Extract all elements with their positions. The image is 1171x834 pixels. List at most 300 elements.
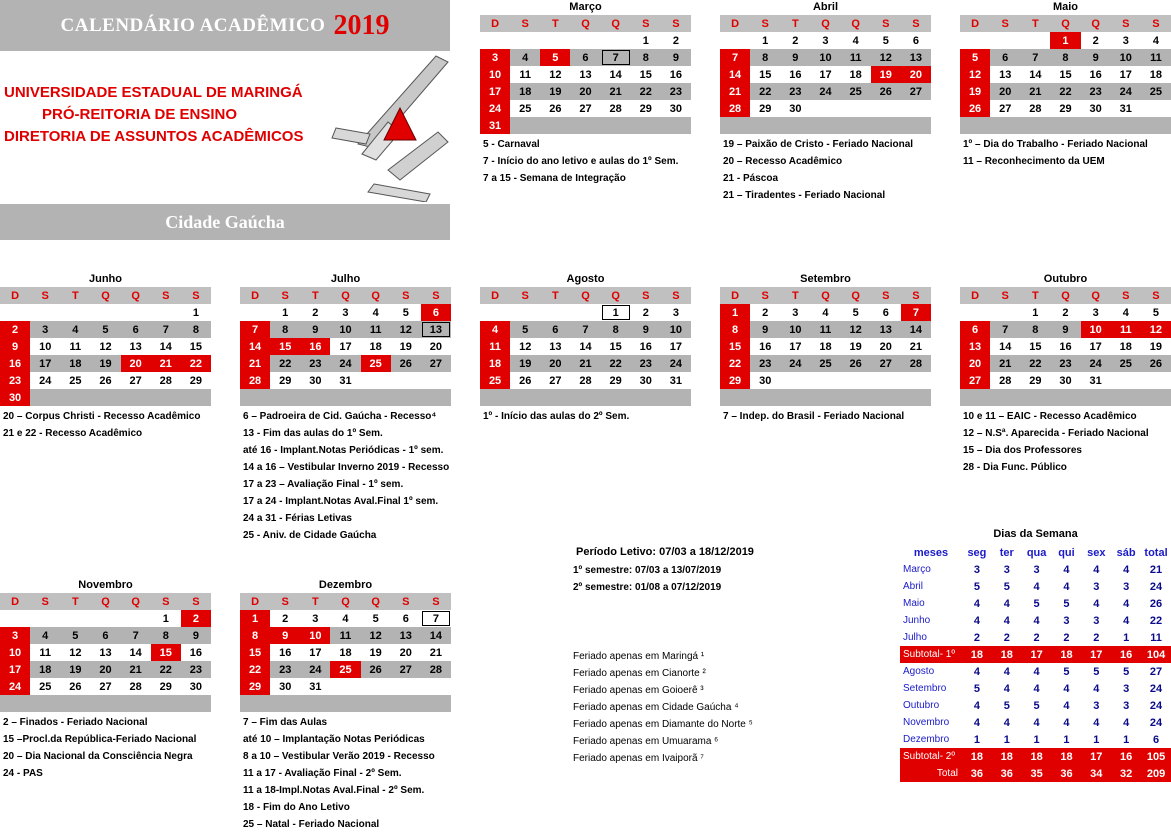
day-cell: 3 <box>792 306 799 319</box>
weekday-letter: Q <box>810 287 840 304</box>
day-cell: 20 <box>90 661 120 678</box>
day-cell <box>300 389 330 406</box>
note-item: 7 – Fim das Aulas <box>243 717 328 728</box>
note-item: 15 –Procl.da República-Feriado Nacional <box>3 734 197 745</box>
dias-value-cell: 4 <box>1003 597 1010 610</box>
note-item: 20 – Corpus Christi - Recesso Acadêmico <box>3 411 201 422</box>
day-cell: 12 <box>871 49 901 66</box>
day-cell <box>0 695 30 712</box>
day-cell: 8 <box>270 321 300 338</box>
day-cell <box>661 389 691 406</box>
weekday-letter: Q <box>841 15 871 32</box>
day-cell: 2 <box>642 306 649 319</box>
weekday-letter: T <box>300 287 330 304</box>
dias-header-cell: sex <box>1087 546 1106 559</box>
day-cell: 20 <box>540 355 570 372</box>
day-cell: 11 <box>519 68 532 81</box>
weekday-letter: S <box>510 15 540 32</box>
day-cell: 9 <box>661 49 691 66</box>
dias-value-cell: 18 <box>992 646 1022 663</box>
day-cell: 22 <box>1050 83 1080 100</box>
day-cell: 1 <box>1050 32 1080 49</box>
day-cell: 11 <box>841 49 871 66</box>
day-cell: 22 <box>240 661 270 678</box>
dias-value-cell: 24 <box>1149 716 1163 729</box>
day-cell: 25 <box>361 355 391 372</box>
day-cell: 22 <box>270 355 300 372</box>
uem-logo-icon <box>326 52 452 202</box>
day-cell <box>631 389 661 406</box>
day-cell: 14 <box>421 627 451 644</box>
dias-value-cell: 4 <box>1093 682 1100 695</box>
note-item: 7 – Indep. do Brasil - Feriado Nacional <box>723 411 905 422</box>
day-cell <box>810 389 840 406</box>
dias-value-cell: 4 <box>973 716 980 729</box>
dias-value-cell: 24 <box>1149 580 1163 593</box>
day-cell: 23 <box>780 83 810 100</box>
day-cell: 24 <box>810 83 840 100</box>
day-cell: 13 <box>391 627 421 644</box>
note-item: 25 – Natal - Feriado Nacional <box>243 819 380 830</box>
semestre-2: 2º semestre: 01/08 a 07/12/2019 <box>573 582 722 593</box>
day-cell: 22 <box>1020 355 1050 372</box>
day-cell: 29 <box>1059 102 1072 115</box>
dias-month-label: Agosto <box>903 666 935 677</box>
day-cell: 13 <box>579 68 592 81</box>
day-cell <box>780 389 810 406</box>
dias-value-cell: 4 <box>1033 682 1040 695</box>
feriado-item: Feriado apenas em Ivaiporã ⁷ <box>573 753 704 764</box>
month-calendar <box>960 0 1171 134</box>
dias-value-cell: 17 <box>1081 646 1111 663</box>
weekday-letter: T <box>60 593 90 610</box>
dias-value-cell: 3 <box>1123 699 1130 712</box>
day-cell: 27 <box>901 83 931 100</box>
day-cell: 27 <box>391 661 421 678</box>
weekday-letter: S <box>750 15 780 32</box>
day-cell: 30 <box>1059 374 1072 387</box>
note-item: 10 e 11 – EAIC - Recesso Acadêmico <box>963 411 1137 422</box>
day-cell <box>510 32 540 49</box>
day-cell: 17 <box>669 340 683 353</box>
weekday-letter: Q <box>810 15 840 32</box>
day-cell: 19 <box>60 661 90 678</box>
day-cell: 6 <box>960 321 990 338</box>
day-cell <box>510 389 540 406</box>
weekday-letter: D <box>240 593 270 610</box>
dias-value-cell: 24 <box>1149 682 1163 695</box>
day-cell: 17 <box>819 68 832 81</box>
day-cell: 17 <box>789 340 802 353</box>
dias-value-cell: 1 <box>1123 631 1130 644</box>
day-cell: 12 <box>841 321 871 338</box>
day-cell: 1 <box>1032 306 1039 319</box>
day-cell: 16 <box>0 355 30 372</box>
note-item: 1º – Dia do Trabalho - Feriado Nacional <box>963 139 1148 150</box>
dias-value-cell: 21 <box>1149 563 1163 576</box>
dias-value-cell: 4 <box>1003 665 1010 678</box>
weekday-letter: S <box>391 287 421 304</box>
city-name: Cidade Gaúcha <box>165 211 285 232</box>
dias-value-cell: 24 <box>1149 699 1163 712</box>
day-cell: 16 <box>1059 340 1072 353</box>
dias-month-label: Subtotal- 2º <box>900 748 962 765</box>
day-cell: 16 <box>639 340 652 353</box>
day-cell <box>421 695 451 712</box>
day-cell <box>810 372 840 389</box>
day-cell: 4 <box>30 627 60 644</box>
day-cell: 5 <box>882 34 889 47</box>
day-cell: 24 <box>300 661 330 678</box>
day-cell: 5 <box>510 321 540 338</box>
dias-value-cell: 26 <box>1149 597 1163 610</box>
day-cell <box>720 32 750 49</box>
day-cell: 8 <box>240 627 270 644</box>
dias-value-cell: 18 <box>1022 748 1052 765</box>
weekday-letter: S <box>1141 15 1171 32</box>
day-cell <box>361 372 391 389</box>
day-cell: 17 <box>480 83 510 100</box>
day-cell: 15 <box>1059 68 1072 81</box>
day-cell: 30 <box>0 389 30 406</box>
weekday-letter: S <box>421 593 451 610</box>
day-cell: 15 <box>720 338 750 355</box>
day-cell: 18 <box>1149 68 1163 81</box>
day-cell: 10 <box>330 321 360 338</box>
day-cell: 18 <box>510 83 540 100</box>
dias-header-cell: seg <box>967 546 987 559</box>
day-cell: 2 <box>672 34 679 47</box>
day-cell: 26 <box>361 661 391 678</box>
dias-value-cell: 5 <box>1003 699 1010 712</box>
day-cell: 15 <box>270 338 300 355</box>
day-cell <box>540 117 570 134</box>
weekday-letter: D <box>0 287 30 304</box>
dias-value-cell: 3 <box>1093 699 1100 712</box>
day-cell: 18 <box>849 68 862 81</box>
weekday-letter: S <box>1111 287 1141 304</box>
day-cell: 21 <box>601 83 631 100</box>
dias-value-cell: 105 <box>1141 748 1171 765</box>
day-cell: 20 <box>901 66 931 83</box>
month-notes <box>723 408 904 425</box>
day-cell: 27 <box>871 355 901 372</box>
day-cell: 7 <box>990 321 1020 338</box>
note-item: 28 - Dia Func. Público <box>963 462 1067 473</box>
dias-value-cell: 3 <box>1003 563 1010 576</box>
day-cell: 7 <box>1020 49 1050 66</box>
day-cell: 26 <box>69 680 82 693</box>
dias-value-cell: 209 <box>1141 765 1171 782</box>
day-cell <box>480 304 510 321</box>
day-cell: 28 <box>129 680 142 693</box>
dias-value-cell: 4 <box>1123 614 1130 627</box>
day-cell: 29 <box>279 374 292 387</box>
dias-value-cell: 16 <box>1111 646 1141 663</box>
weekday-letter: D <box>480 287 510 304</box>
day-cell: 4 <box>342 612 349 625</box>
day-cell: 18 <box>819 340 832 353</box>
day-cell: 10 <box>1111 49 1141 66</box>
note-item: 11 a 17 - Avaliação Final - 2º Sem. <box>243 768 402 779</box>
day-cell: 16 <box>759 340 772 353</box>
dias-value-cell: 3 <box>1093 614 1100 627</box>
dias-value-cell: 6 <box>1152 733 1160 746</box>
weekday-letter: S <box>631 287 661 304</box>
dias-value-cell: 4 <box>1033 716 1040 729</box>
day-cell: 24 <box>1111 83 1141 100</box>
weekday-letter: T <box>1020 287 1050 304</box>
day-cell: 30 <box>309 374 322 387</box>
calendar-year: 2019 <box>333 9 390 41</box>
day-cell: 27 <box>549 374 562 387</box>
semestre-1: 1º semestre: 07/03 a 13/07/2019 <box>573 565 722 576</box>
day-cell: 31 <box>669 374 683 387</box>
feriado-item: Feriado apenas em Cidade Gaúcha ⁴ <box>573 702 739 713</box>
day-cell <box>391 389 421 406</box>
dias-value-cell: 4 <box>1063 699 1070 712</box>
day-cell: 11 <box>480 338 510 355</box>
dias-month-label: Março <box>903 564 931 575</box>
day-cell: 19 <box>871 66 901 83</box>
day-cell <box>1020 389 1050 406</box>
day-cell: 22 <box>631 83 661 100</box>
day-cell <box>540 389 570 406</box>
day-cell: 30 <box>1089 102 1102 115</box>
day-cell: 19 <box>1149 340 1163 353</box>
day-cell <box>0 610 30 627</box>
day-cell: 28 <box>159 374 172 387</box>
weekday-letter: S <box>30 287 60 304</box>
day-cell <box>661 117 691 134</box>
day-cell: 3 <box>1122 34 1129 47</box>
day-cell: 14 <box>999 340 1012 353</box>
day-cell: 25 <box>39 680 52 693</box>
dias-value-cell: 4 <box>973 665 980 678</box>
day-cell: 29 <box>720 372 750 389</box>
day-cell: 19 <box>90 355 120 372</box>
day-cell: 13 <box>99 646 112 659</box>
day-cell <box>841 389 871 406</box>
note-item: 14 a 16 – Vestibular Inverno 2019 - Recesso <box>243 462 450 473</box>
day-cell: 11 <box>330 627 360 644</box>
day-cell: 21 <box>570 355 600 372</box>
dias-value-cell: 18 <box>962 646 992 663</box>
weekday-letter: S <box>1111 15 1141 32</box>
dias-header-cell: qua <box>1026 546 1047 559</box>
day-cell <box>391 695 421 712</box>
day-cell <box>391 678 421 695</box>
day-cell <box>30 695 60 712</box>
day-cell: 12 <box>549 68 562 81</box>
day-cell: 10 <box>780 321 810 338</box>
day-cell: 3 <box>312 612 319 625</box>
note-item: até 16 - Implant.Notas Periódicas - 1º sem. <box>243 445 444 456</box>
day-cell <box>1081 389 1111 406</box>
day-cell <box>990 117 1020 134</box>
day-cell: 30 <box>759 374 772 387</box>
note-item: 25 - Aniv. de Cidade Gaúcha <box>243 530 377 541</box>
note-item: até 10 – Implantação Notas Periódicas <box>243 734 425 745</box>
day-cell <box>121 695 151 712</box>
day-cell: 22 <box>720 355 750 372</box>
day-cell: 22 <box>181 355 211 372</box>
feriado-item: Feriado apenas em Umuarama ⁶ <box>573 736 719 747</box>
day-cell <box>871 389 901 406</box>
weekday-letter: Q <box>90 593 120 610</box>
day-cell <box>240 389 270 406</box>
day-cell <box>780 372 810 389</box>
day-cell <box>330 389 360 406</box>
day-cell: 7 <box>901 304 931 321</box>
day-cell: 5 <box>1152 306 1159 319</box>
day-cell <box>750 389 780 406</box>
dias-value-cell: 3 <box>1033 563 1040 576</box>
dias-value-cell: 5 <box>973 682 980 695</box>
dias-value-cell: 11 <box>1150 631 1162 644</box>
day-cell <box>780 117 810 134</box>
day-cell: 5 <box>372 612 379 625</box>
weekday-letter: S <box>661 287 691 304</box>
day-cell: 7 <box>151 321 181 338</box>
day-cell <box>810 117 840 134</box>
day-cell: 31 <box>339 374 352 387</box>
day-cell: 27 <box>129 374 142 387</box>
dias-value-cell: 18 <box>1052 748 1082 765</box>
weekday-letter: S <box>510 287 540 304</box>
dias-value-cell: 36 <box>1052 765 1082 782</box>
dias-header-cell: ter <box>999 546 1014 559</box>
day-cell <box>510 304 540 321</box>
day-cell: 7 <box>121 627 151 644</box>
dias-value-cell: 5 <box>1063 597 1070 610</box>
day-cell: 10 <box>661 321 691 338</box>
day-cell: 4 <box>852 34 859 47</box>
dias-value-cell: 34 <box>1081 765 1111 782</box>
day-cell: 3 <box>672 306 679 319</box>
day-cell <box>570 117 600 134</box>
day-cell <box>570 32 600 49</box>
day-cell <box>60 389 90 406</box>
pro-rectory-name: PRÓ-REITORIA DE ENSINO <box>42 106 238 123</box>
weekday-letter: S <box>1141 287 1171 304</box>
day-cell: 10 <box>480 66 510 83</box>
day-cell: 21 <box>909 340 923 353</box>
day-cell <box>990 304 1020 321</box>
month-notes <box>243 408 449 544</box>
day-cell <box>181 389 211 406</box>
day-cell: 18 <box>1119 340 1132 353</box>
day-cell: 14 <box>609 68 622 81</box>
day-cell: 6 <box>912 34 919 47</box>
dias-value-cell: 5 <box>1003 580 1010 593</box>
weekday-letter: Q <box>841 287 871 304</box>
day-cell: 2 <box>1062 306 1069 319</box>
day-cell: 10 <box>0 644 30 661</box>
month-calendar <box>480 0 691 134</box>
dias-value-cell: 17 <box>1081 748 1111 765</box>
weekday-letter: T <box>300 593 330 610</box>
weekday-letter: Q <box>1050 287 1080 304</box>
weekday-letter: S <box>181 593 211 610</box>
day-cell: 25 <box>480 372 510 389</box>
day-cell <box>720 389 750 406</box>
dias-value-cell: 5 <box>1093 665 1100 678</box>
weekday-letter: S <box>151 593 181 610</box>
day-cell: 23 <box>0 372 30 389</box>
weekday-letter: Q <box>601 287 631 304</box>
weekday-letter: Q <box>601 15 631 32</box>
day-cell: 7 <box>601 49 631 66</box>
day-cell: 6 <box>421 304 451 321</box>
day-cell: 25 <box>810 355 840 372</box>
day-cell: 20 <box>429 340 443 353</box>
dias-value-cell: 4 <box>1093 563 1100 576</box>
day-cell <box>841 100 871 117</box>
day-cell <box>601 32 631 49</box>
day-cell: 31 <box>309 680 322 693</box>
day-cell: 30 <box>669 102 683 115</box>
day-cell: 9 <box>1081 49 1111 66</box>
note-item: 18 - Fim do Ano Letivo <box>243 802 350 813</box>
dias-value-cell: 27 <box>1149 665 1163 678</box>
weekday-letter: S <box>871 287 901 304</box>
day-cell: 8 <box>750 49 780 66</box>
day-cell: 24 <box>1081 355 1111 372</box>
dias-value-cell: 3 <box>1063 614 1070 627</box>
month-calendar <box>0 578 211 712</box>
note-item: 21 e 22 - Recesso Acadêmico <box>3 428 143 439</box>
city-bar <box>0 204 450 240</box>
day-cell: 4 <box>1152 34 1159 47</box>
day-cell: 6 <box>121 321 151 338</box>
day-cell <box>841 372 871 389</box>
note-item: 11 – Reconhecimento da UEM <box>963 156 1105 167</box>
day-cell: 21 <box>429 646 443 659</box>
dias-value-cell: 4 <box>1063 580 1070 593</box>
day-cell: 1 <box>162 612 169 625</box>
day-cell: 6 <box>90 627 120 644</box>
note-item: 24 a 31 - Férias Letivas <box>243 513 352 524</box>
weekday-letter: S <box>901 15 931 32</box>
day-cell: 15 <box>151 644 181 661</box>
weekday-letter: D <box>960 287 990 304</box>
day-cell: 5 <box>60 627 90 644</box>
weekday-letter: T <box>540 287 570 304</box>
day-cell: 26 <box>549 102 562 115</box>
day-cell: 20 <box>879 340 892 353</box>
day-cell: 22 <box>601 355 631 372</box>
day-cell: 4 <box>60 321 90 338</box>
day-cell <box>300 695 330 712</box>
dias-value-cell: 4 <box>1093 597 1100 610</box>
month-calendar <box>720 0 931 134</box>
day-cell: 13 <box>871 321 901 338</box>
day-cell: 11 <box>1141 49 1171 66</box>
weekday-letter: Q <box>361 287 391 304</box>
note-item: 7 - Início do ano letivo e aulas do 1º Sem. <box>483 156 679 167</box>
dias-da-semana-table <box>900 528 1171 782</box>
note-item: 2 – Finados - Feriado Nacional <box>3 717 148 728</box>
dias-value-cell: 18 <box>962 748 992 765</box>
day-cell: 8 <box>720 321 750 338</box>
day-cell: 4 <box>480 321 510 338</box>
day-cell <box>151 389 181 406</box>
day-cell: 4 <box>372 306 379 319</box>
day-cell: 25 <box>69 374 82 387</box>
day-cell <box>1020 117 1050 134</box>
weekday-letter: S <box>181 287 211 304</box>
